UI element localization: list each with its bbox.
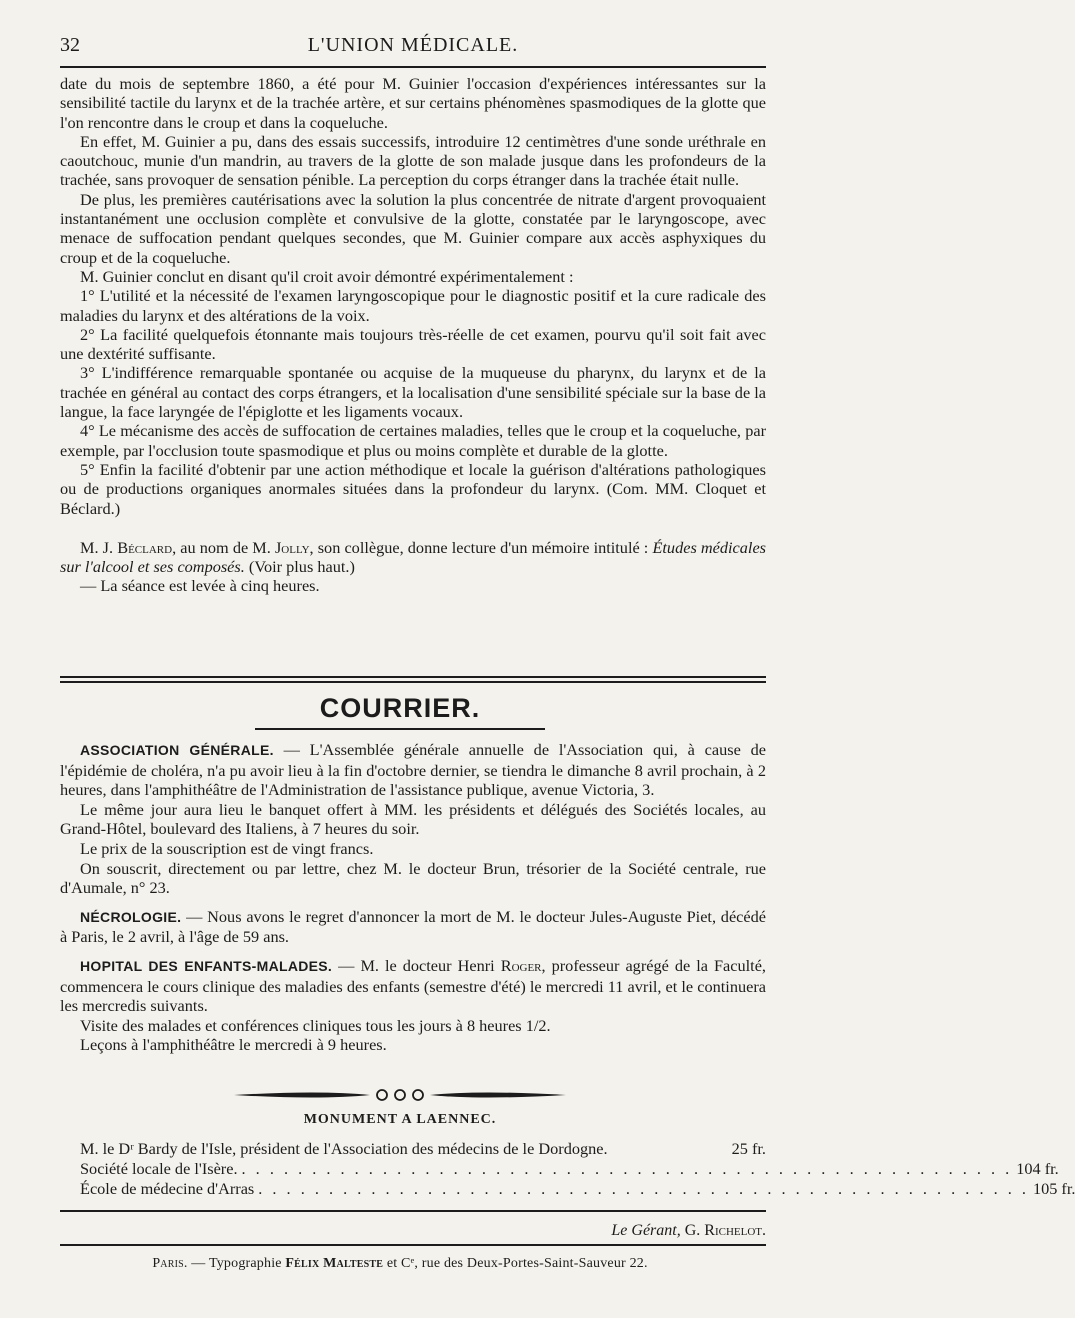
paragraph: 3° L'indifférence remarquable spontanée ou acquise de la muqueuse du pharynx, du larynx et de la trachée en général au contact des corps étrangers, et la localisation d'une sensibilité spéciale sur la base de la langue, la face laryngée de l'épiglotte et les ligaments vocaux. — [60, 363, 766, 422]
gerant-label: Le Gérant, — [611, 1222, 681, 1239]
footer-rule-top — [60, 1210, 766, 1212]
paragraph: 1° L'utilité et la nécessité de l'examen laryngoscopique pour le diagnostic positif et la cure radicale des maladies du larynx et des altérations de la voix. — [60, 286, 766, 325]
ornament-divider — [230, 1088, 570, 1102]
paragraph: Leçons à l'amphithéâtre le mercredi à 9 heures. — [80, 1035, 387, 1055]
author-name: Béclard — [117, 537, 173, 557]
printer-city: Paris. — [152, 1256, 188, 1271]
author-name: Jolly — [274, 537, 310, 557]
paragraph: Visite des malades et conférences cliniques tous les jours à 8 heures 1/2. — [80, 1015, 551, 1035]
courrier-body — [60, 740, 766, 1055]
text-run: , au nom de M. — [172, 537, 275, 557]
list-item — [60, 1139, 766, 1159]
paragraph: M. Guinier conclut en disant qu'il croit avoir démontré expérimentalement : — [80, 266, 574, 286]
entry-label: M. le Dʳ Bardy de l'Isle, président de l'Association des médecins de le Dordogne. — [80, 1139, 608, 1158]
paragraph: 5° Enfin la facilité d'obtenir par une action méthodique et locale la guérison d'altérations pathologiques ou de productions organiques anormales situées dans la profondeur du larynx. (Com. MM. Cloquet et Béclard.) — [60, 459, 766, 518]
association-paragraph — [60, 740, 766, 800]
entry-amount: 25 fr. — [731, 1139, 766, 1158]
leader-dots: . . . . . . . . . . . . . . . . . . . . . . . . . . . . . . . . . . . . . . . . . . . . . . . . . . . . . . . — [241, 1159, 1013, 1178]
journal-title: L'UNION MÉDICALE. — [307, 34, 519, 56]
rubric-hopital: HOPITAL DES ENFANTS-MALADES. — [80, 957, 333, 974]
necrologie-paragraph — [60, 907, 766, 947]
courrier-underline — [255, 728, 545, 730]
paragraph: 4° Le mécanisme des accès de suffocation de certaines maladies, telles que le croup et la coqueluche, par exemple, par l'occlusion toute spasmodique et plus ou moins complète et durable de la glotte. — [60, 421, 766, 460]
list-item — [60, 1159, 1059, 1179]
paragraph: Le même jour aura lieu le banquet offert à MM. les présidents et délégués des Sociétés locales, au Grand-Hôtel, boulevard des Italiens, à 7 heures du soir. — [60, 799, 766, 839]
monument-heading: MONUMENT A LAENNEC. — [303, 1112, 497, 1127]
footer-rule-mid — [60, 1244, 766, 1246]
beclard-paragraph — [60, 538, 766, 577]
entry-amount: 104 fr. — [1016, 1159, 1059, 1178]
header-rule — [60, 66, 766, 68]
hopital-paragraph — [60, 956, 766, 1016]
text-run: — Nous avons le regret d'annoncer la mort de M. le docteur Jules-Auguste Piet, décédé à Paris, le 2 avril, à l'âge de 59 ans. — [60, 906, 766, 947]
paragraph: date du mois de septembre 1860, a été pour M. Guinier l'occasion d'expériences intéressantes sur la sensibilité tactile du larynx et de la trachée artère, et sur certains phénomènes spasmodiques de la glotte que l'on rencontre dans le croup et dans la coqueluche. — [60, 74, 766, 132]
section-rule-bottom — [60, 681, 766, 683]
paragraph: 2° La facilité quelquefois étonnante mais toujours très-réelle de cet examen, pourvu qu'il soit fait avec une dextérité suffisante. — [60, 324, 766, 364]
closing-line: — La séance est levée à cinq heures. — [80, 576, 320, 596]
text-run: , son collègue, donne lecture d'un mémoire intitulé : — [309, 537, 649, 557]
gerant-name: G. Richelot. — [680, 1222, 766, 1239]
page-number: 32 — [60, 34, 80, 56]
rubric-necrologie: NÉCROLOGIE. — [80, 908, 182, 925]
text-run: — L'Assemblée générale annuelle de l'Association qui, à cause de l'épidémie de choléra, n'a pu avoir lieu à la fin d'octobre dernier, se tiendra le dimanche 8 avril prochain, à 2 heures, dans l'amphithéâtre de l'Administration de l'assistance publique, avenue Victoria, 3. — [60, 740, 767, 800]
courrier-heading: COURRIER. — [319, 693, 481, 723]
text-run: — M. le docteur Henri — [332, 955, 501, 975]
text-run: M. J. — [80, 537, 118, 557]
paragraph: On souscrit, directement ou par lettre, chez M. le docteur Brun, trésorier de la Société centrale, rue d'Aumale, n° 23. — [60, 858, 766, 898]
text-run: (Voir plus haut.) — [244, 557, 355, 577]
gerant-signature — [611, 1222, 766, 1240]
text-run: — Typographie — [187, 1256, 286, 1271]
printer-line — [0, 1256, 800, 1272]
leader-dots: . . . . . . . . . . . . . . . . . . . . . . . . . . . . . . . . . . . . . . . . . . . . . . . . . . . . . . . — [258, 1179, 1029, 1198]
entry-amount: 105 fr. — [1032, 1179, 1075, 1198]
subscription-list — [60, 1139, 1075, 1199]
person-name: Roger — [500, 955, 542, 975]
memoir-title: Études médicales sur l'alcool et ses composés. — [60, 537, 767, 577]
paragraph: Le prix de la souscription est de vingt francs. — [80, 838, 374, 858]
text-run: , professeur agrégé de la Faculté, commencera le cours clinique des maladies des enfants (semestre d'été) le mercredi 11 avril, et le continuera les mercredis suivants. — [60, 955, 766, 1016]
rubric-association: ASSOCIATION GÉNÉRALE. — [80, 742, 274, 758]
section-rule-top — [60, 676, 766, 678]
paragraph: En effet, M. Guinier a pu, dans des essais successifs, introduire 12 centimètres d'une sonde uréthrale en caoutchouc, munie d'un mandrin, au travers de la glotte de son malade jusque dans les profondeurs de la trachée, sans provoquer de sensation pénible. La perception du corps étranger dans la trachée était nulle. — [60, 131, 766, 190]
entry-label: École de médecine d'Arras — [80, 1179, 255, 1198]
page-header — [60, 34, 766, 62]
entry-label: Société locale de l'Isère. — [80, 1159, 238, 1178]
printer-name: Félix Malteste — [285, 1256, 384, 1271]
paragraph: De plus, les premières cautérisations avec la solution la plus concentrée de nitrate d'argent provoquaient instantanément une occlusion complète et convulsive de la glotte, constatée par le laryngoscope, avec menace de suffocation pendant quelques secondes, que M. Guinier compare aux accès asphyxiques du croup et de la coqueluche. — [60, 189, 766, 267]
list-item — [60, 1179, 1075, 1199]
text-run: et Cᵉ, rue des Deux-Portes-Saint-Sauveur 22. — [383, 1256, 648, 1271]
article-body — [60, 74, 766, 596]
